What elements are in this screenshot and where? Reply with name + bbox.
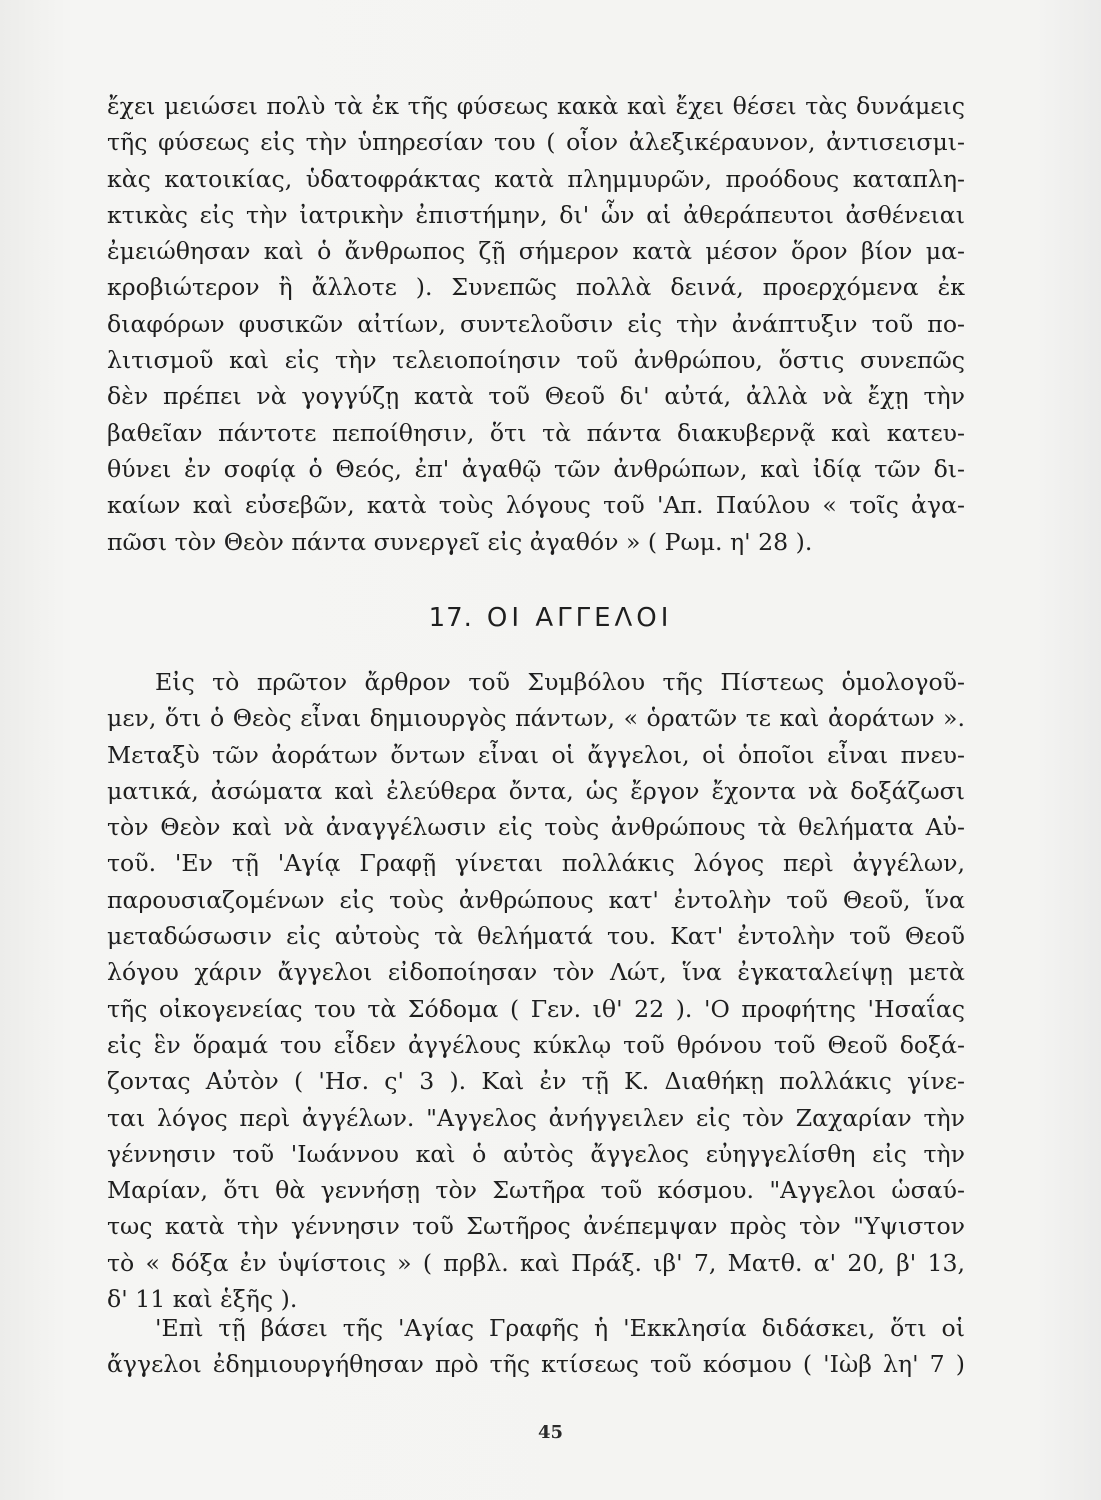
- page-number: 45: [537, 1422, 564, 1443]
- text-line: λόγου χάριν ἄγγελοι εἰδοποίησαν τὸν Λώτ, ἵνα ἐγκαταλείψῃ μετὰ: [107, 958, 965, 987]
- text-line: κὰς κατοικίας, ὑδατοφράκτας κατὰ πλημμυρῶν, προόδους καταπλη-: [107, 164, 965, 193]
- text-line: κτικὰς εἰς τὴν ἰατρικὴν ἐπιστήμην, δι' ὧν αἱ ἀθεράπευτοι ἀσθένειαι: [107, 200, 965, 229]
- text-line: Μεταξὺ τῶν ἀοράτων ὄντων εἶναι οἱ ἄγγελοι, οἱ ὁποῖοι εἶναι πνευ-: [107, 740, 965, 769]
- text-line: παρουσιαζομένων εἰς τοὺς ἀνθρώπους κατ' ἐντολὴν τοῦ Θεοῦ, ἵνα: [107, 885, 965, 914]
- text-line: ται λόγος περὶ ἀγγέλων. "Αγγελος ἀνήγγειλεν εἰς τὸν Ζαχαρίαν τὴν: [107, 1103, 965, 1132]
- text-line: τῆς οἰκογενείας του τὰ Σόδομα ( Γεν. ιθ' 22 ). 'Ο προφήτης 'Ησαΐας: [107, 994, 965, 1023]
- text-line: βαθεῖαν πάντοτε πεποίθησιν, ὅτι τὰ πάντα διακυβερνᾷ καὶ κατευ-: [107, 418, 965, 447]
- text-line: πῶσι τὸν Θεὸν πάντα συνεργεῖ εἰς ἀγαθόν » ( Ρωμ. η' 28 ).: [107, 527, 813, 556]
- text-line: κροβιώτερον ἢ ἄλλοτε ). Συνεπῶς πολλὰ δεινά, προερχόμενα ἐκ: [107, 273, 965, 302]
- text-line: ἔχει μειώσει πολὺ τὰ ἐκ τῆς φύσεως κακὰ καὶ ἔχει θέσει τὰς δυνάμεις: [107, 92, 965, 120]
- text-line: καίων καὶ εὐσεβῶν, κατὰ τοὺς λόγους τοῦ 'Απ. Παύλου « τοῖς ἀγα-: [107, 491, 965, 520]
- text-line: τὸ « δόξα ἐν ὑψίστοις » ( πρβλ. καὶ Πράξ. ιβ' 7, Ματθ. α' 20, β' 13,: [107, 1248, 965, 1277]
- text-line: δ' 11 καὶ ἑξῆς ).: [107, 1285, 298, 1314]
- text-line: τοῦ. 'Εν τῇ 'Αγίᾳ Γραφῇ γίνεται πολλάκις λόγος περὶ ἀγγέλων,: [107, 849, 965, 878]
- section-number: 17.: [428, 603, 473, 633]
- text-line: ζοντας Αὐτὸν ( 'Ησ. ς' 3 ). Καὶ ἐν τῇ Κ. Διαθήκῃ πολλάκις γίνε-: [107, 1067, 965, 1096]
- section-heading: [0, 603, 1101, 633]
- text-line: εἰς ἓν ὅραμά του εἶδεν ἀγγέλους κύκλῳ τοῦ θρόνου τοῦ Θεοῦ δοξά-: [107, 1030, 965, 1059]
- text-line: θύνει ἐν σοφίᾳ ὁ Θεός, ἐπ' ἀγαθῷ τῶν ἀνθρώπων, καὶ ἰδίᾳ τῶν δι-: [107, 454, 965, 483]
- text-line: 'Επὶ τῇ βάσει τῆς 'Αγίας Γραφῆς ἡ 'Εκκλησία διδάσκει, ὅτι οἱ: [155, 1314, 965, 1342]
- text-line: ἄγγελοι ἐδημιουργήθησαν πρὸ τῆς κτίσεως τοῦ κόσμου ( 'Ιὼβ λη' 7 ): [107, 1350, 965, 1379]
- section-title: ΟΙ ΑΓΓΕΛΟΙ: [486, 603, 673, 633]
- text-line: μεταδώσωσιν εἰς αὐτοὺς τὰ θελήματά του. Κατ' ἐντολὴν τοῦ Θεοῦ: [107, 922, 965, 951]
- text-line: γέννησιν τοῦ 'Ιωάννου καὶ ὁ αὐτὸς ἄγγελος εὐηγγελίσθη εἰς τὴν: [107, 1139, 965, 1168]
- paragraph-angels-intro: [107, 664, 965, 1317]
- text-line: Μαρίαν, ὅτι θὰ γεννήσῃ τὸν Σωτῆρα τοῦ κόσμου. "Αγγελοι ὡσαύ-: [107, 1176, 965, 1205]
- text-line: τὸν Θεὸν καὶ νὰ ἀναγγέλωσιν εἰς τοὺς ἀνθρώπους τὰ θελήματα Αὐ-: [107, 813, 965, 842]
- text-line: λιτισμοῦ καὶ εἰς τὴν τελειοποίησιν τοῦ ἀνθρώπου, ὅστις συνεπῶς: [107, 346, 965, 375]
- text-line: τως κατὰ τὴν γέννησιν τοῦ Σωτῆρος ἀνέπεμψαν πρὸς τὸν "Υψιστον: [107, 1212, 965, 1241]
- text-line: Εἰς τὸ πρῶτον ἄρθρον τοῦ Συμβόλου τῆς Πίστεως ὁμολογοῦ-: [155, 668, 965, 696]
- paragraph-continued: [107, 88, 965, 560]
- text-line: ματικά, ἀσώματα καὶ ἐλεύθερα ὄντα, ὡς ἔργον ἔχοντα νὰ δοξάζωσι: [107, 776, 965, 805]
- paragraph-church-teaching: [107, 1310, 965, 1383]
- text-line: τῆς φύσεως εἰς τὴν ὑπηρεσίαν του ( οἷον ἀλεξικέραυνον, ἀντισεισμι-: [107, 128, 965, 157]
- text-line: ἐμειώθησαν καὶ ὁ ἄνθρωπος ζῇ σήμερον κατὰ μέσον ὅρον βίον μα-: [107, 237, 965, 266]
- text-line: δὲν πρέπει νὰ γογγύζῃ κατὰ τοῦ Θεοῦ δι' αὐτά, ἀλλὰ νὰ ἔχῃ τὴν: [107, 382, 965, 411]
- text-line: διαφόρων φυσικῶν αἰτίων, συντελοῦσιν εἰς τὴν ἀνάπτυξιν τοῦ πο-: [107, 309, 965, 338]
- text-line: μεν, ὅτι ὁ Θεὸς εἶναι δημιουργὸς πάντων, « ὁρατῶν τε καὶ ἀοράτων ».: [107, 704, 965, 733]
